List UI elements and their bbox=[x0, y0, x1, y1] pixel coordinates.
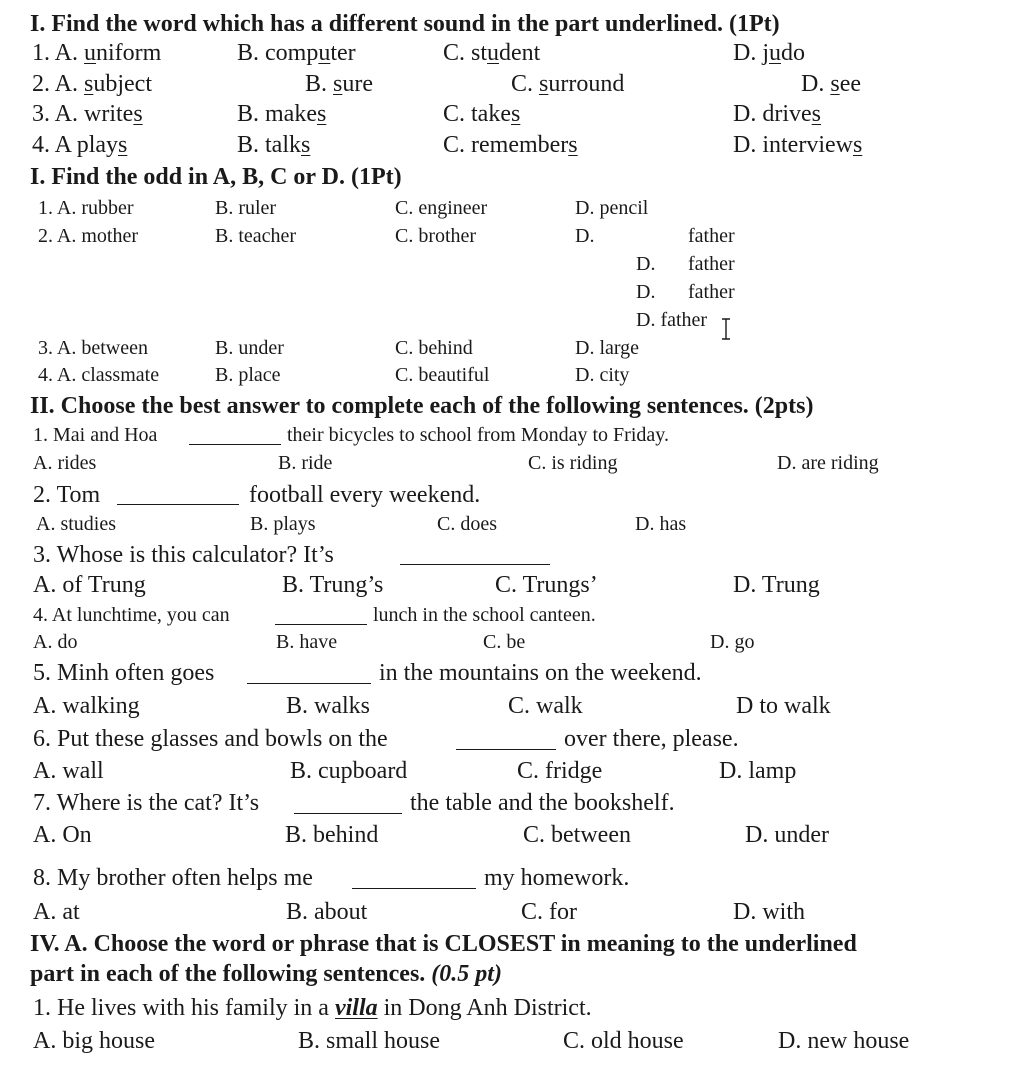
s3-q1-option-d: D. are riding bbox=[777, 452, 879, 474]
s3-q7-option-d: D. under bbox=[745, 822, 829, 848]
s1-q2-option-a: 2. A. subject bbox=[32, 71, 152, 97]
s3-q4-stem-end: lunch in the school canteen. bbox=[373, 604, 596, 626]
s3-q8-stem-end: my homework. bbox=[484, 865, 630, 891]
s1-q2-option-d: D. see bbox=[801, 71, 861, 97]
s3-q6-option-d: D. lamp bbox=[719, 758, 797, 784]
s3-q5-option-c: C. walk bbox=[508, 693, 583, 719]
section-3-heading: II. Choose the best answer to complete each of the following sentences. (2pts) bbox=[30, 393, 814, 419]
section-1-heading: I. Find the word which has a different sound in the part underlined. (1Pt) bbox=[30, 11, 780, 37]
s3-q5-blank bbox=[247, 683, 371, 684]
s2-q2-option-c: C. brother bbox=[395, 225, 477, 247]
s3-q8-option-c: C. for bbox=[521, 899, 577, 925]
s3-q2-blank bbox=[117, 504, 239, 505]
s4-q1-option-d: D. new house bbox=[778, 1028, 910, 1054]
s2-q3-option-a: 3. A. between bbox=[38, 337, 148, 359]
s3-q5-option-b: B. walks bbox=[286, 693, 370, 719]
section-4-heading-line1: IV. A. Choose the word or phrase that is CLOSEST in meaning to the underlined bbox=[30, 931, 857, 957]
s2-q4-option-d: D. city bbox=[575, 364, 630, 386]
s3-q4-option-c: C. be bbox=[483, 631, 526, 653]
section-4-heading-line2: part in each of the following sentences. (0.5 pt) bbox=[30, 961, 502, 987]
s1-q4-option-b: B. talks bbox=[237, 132, 311, 158]
s3-q6-option-a: A. wall bbox=[33, 758, 104, 784]
s1-q3-option-a: 3. A. writes bbox=[32, 101, 143, 127]
s2-q2-option-b: B. teacher bbox=[215, 225, 297, 247]
s2-q1-option-a: 1. A. rubber bbox=[38, 197, 134, 219]
s3-q1-stem-end: their bicycles to school from Monday to Friday. bbox=[287, 424, 669, 446]
s3-q8-blank bbox=[352, 888, 476, 889]
stray-text-5: father bbox=[688, 281, 735, 303]
s3-q3-option-d: D. Trung bbox=[733, 572, 820, 598]
s3-q1-blank bbox=[189, 444, 281, 445]
s1-q4-option-d: D. interviews bbox=[733, 132, 863, 158]
s3-q6-option-c: C. fridge bbox=[517, 758, 603, 784]
s1-q1-option-d: D. judo bbox=[733, 40, 805, 66]
s3-q6-blank bbox=[456, 749, 556, 750]
s2-q2-option-d: D. bbox=[575, 225, 595, 247]
s3-q8-option-d: D. with bbox=[733, 899, 805, 925]
s3-q2-stem-end: football every weekend. bbox=[249, 482, 481, 508]
s1-q3-option-b: B. makes bbox=[237, 101, 327, 127]
s1-q2-option-b: B. sure bbox=[305, 71, 374, 97]
s3-q7-option-b: B. behind bbox=[285, 822, 379, 848]
s3-q2-option-b: B. plays bbox=[250, 513, 316, 535]
stray-text-2: D. bbox=[636, 253, 656, 275]
s1-q1-option-c: C. student bbox=[443, 40, 541, 66]
s2-q3-option-b: B. under bbox=[215, 337, 284, 359]
s3-q7-option-c: C. between bbox=[523, 822, 631, 848]
s3-q4-option-b: B. have bbox=[276, 631, 338, 653]
s2-q3-option-d: D. large bbox=[575, 337, 640, 359]
s3-q6-option-b: B. cupboard bbox=[290, 758, 408, 784]
s2-q4-option-a: 4. A. classmate bbox=[38, 364, 160, 386]
s2-q1-option-c: C. engineer bbox=[395, 197, 488, 219]
s4-q1-option-c: C. old house bbox=[563, 1028, 684, 1054]
s2-q3-option-c: C. behind bbox=[395, 337, 473, 359]
s3-q2-option-c: C. does bbox=[437, 513, 497, 535]
s4-q1-option-a: A. big house bbox=[33, 1028, 155, 1054]
s3-q7-stem-end: the table and the bookshelf. bbox=[410, 790, 675, 816]
s3-q1-option-b: B. ride bbox=[278, 452, 333, 474]
s3-q2-stem-start: 2. Tom bbox=[33, 482, 101, 508]
s3-q2-option-d: D. has bbox=[635, 513, 687, 535]
s3-q8-stem-start: 8. My brother often helps me bbox=[33, 865, 313, 891]
s3-q5-stem-end: in the mountains on the weekend. bbox=[379, 660, 702, 686]
stray-text-4: D. bbox=[636, 281, 656, 303]
s3-q5-option-a: A. walking bbox=[33, 693, 140, 719]
s3-q8-option-a: A. at bbox=[33, 899, 80, 925]
s4-q1-option-b: B. small house bbox=[298, 1028, 440, 1054]
s2-q1-option-d: D. pencil bbox=[575, 197, 649, 219]
s3-q3-option-a: A. of Trung bbox=[33, 572, 146, 598]
s1-q3-option-d: D. drives bbox=[733, 101, 821, 127]
s1-q1-option-a: 1. A. uniform bbox=[32, 40, 162, 66]
s3-q7-blank bbox=[294, 813, 402, 814]
s1-q4-option-c: C. remembers bbox=[443, 132, 578, 158]
s3-q5-option-d: D to walk bbox=[736, 693, 831, 719]
s2-q1-option-b: B. ruler bbox=[215, 197, 277, 219]
s3-q1-stem-start: 1. Mai and Hoa bbox=[33, 424, 158, 446]
text-cursor-icon bbox=[721, 318, 731, 340]
stray-text-1: father bbox=[688, 225, 735, 247]
s3-q4-blank bbox=[275, 624, 367, 625]
s3-q4-stem-start: 4. At lunchtime, you can bbox=[33, 604, 230, 626]
s3-q5-stem-start: 5. Minh often goes bbox=[33, 660, 215, 686]
section-2-heading: I. Find the odd in A, B, C or D. (1Pt) bbox=[30, 164, 402, 190]
s2-q2-option-a: 2. A. mother bbox=[38, 225, 138, 247]
s4-q1-stem: 1. He lives with his family in a villa in Dong Anh District. bbox=[33, 995, 592, 1021]
s3-q7-option-a: A. On bbox=[33, 822, 92, 848]
stray-text-6: D. father bbox=[636, 309, 708, 331]
s3-q4-option-a: A. do bbox=[33, 631, 78, 653]
s3-q3-stem-start: 3. Whose is this calculator? It’s bbox=[33, 542, 334, 568]
s3-q4-option-d: D. go bbox=[710, 631, 755, 653]
s2-q4-option-b: B. place bbox=[215, 364, 281, 386]
s3-q3-blank bbox=[400, 564, 550, 565]
s1-q3-option-c: C. takes bbox=[443, 101, 521, 127]
stray-text-3: father bbox=[688, 253, 735, 275]
s3-q1-option-c: C. is riding bbox=[528, 452, 618, 474]
s3-q2-option-a: A. studies bbox=[36, 513, 116, 535]
s2-q4-option-c: C. beautiful bbox=[395, 364, 490, 386]
s3-q6-stem-end: over there, please. bbox=[564, 726, 739, 752]
s3-q8-option-b: B. about bbox=[286, 899, 368, 925]
s3-q1-option-a: A. rides bbox=[33, 452, 97, 474]
s3-q3-option-b: B. Trung’s bbox=[282, 572, 384, 598]
s3-q6-stem-start: 6. Put these glasses and bowls on the bbox=[33, 726, 388, 752]
s3-q3-option-c: C. Trungs’ bbox=[495, 572, 598, 598]
s1-q1-option-b: B. computer bbox=[237, 40, 356, 66]
s1-q4-option-a: 4. A plays bbox=[32, 132, 128, 158]
s1-q2-option-c: C. surround bbox=[511, 71, 625, 97]
s3-q7-stem-start: 7. Where is the cat? It’s bbox=[33, 790, 260, 816]
